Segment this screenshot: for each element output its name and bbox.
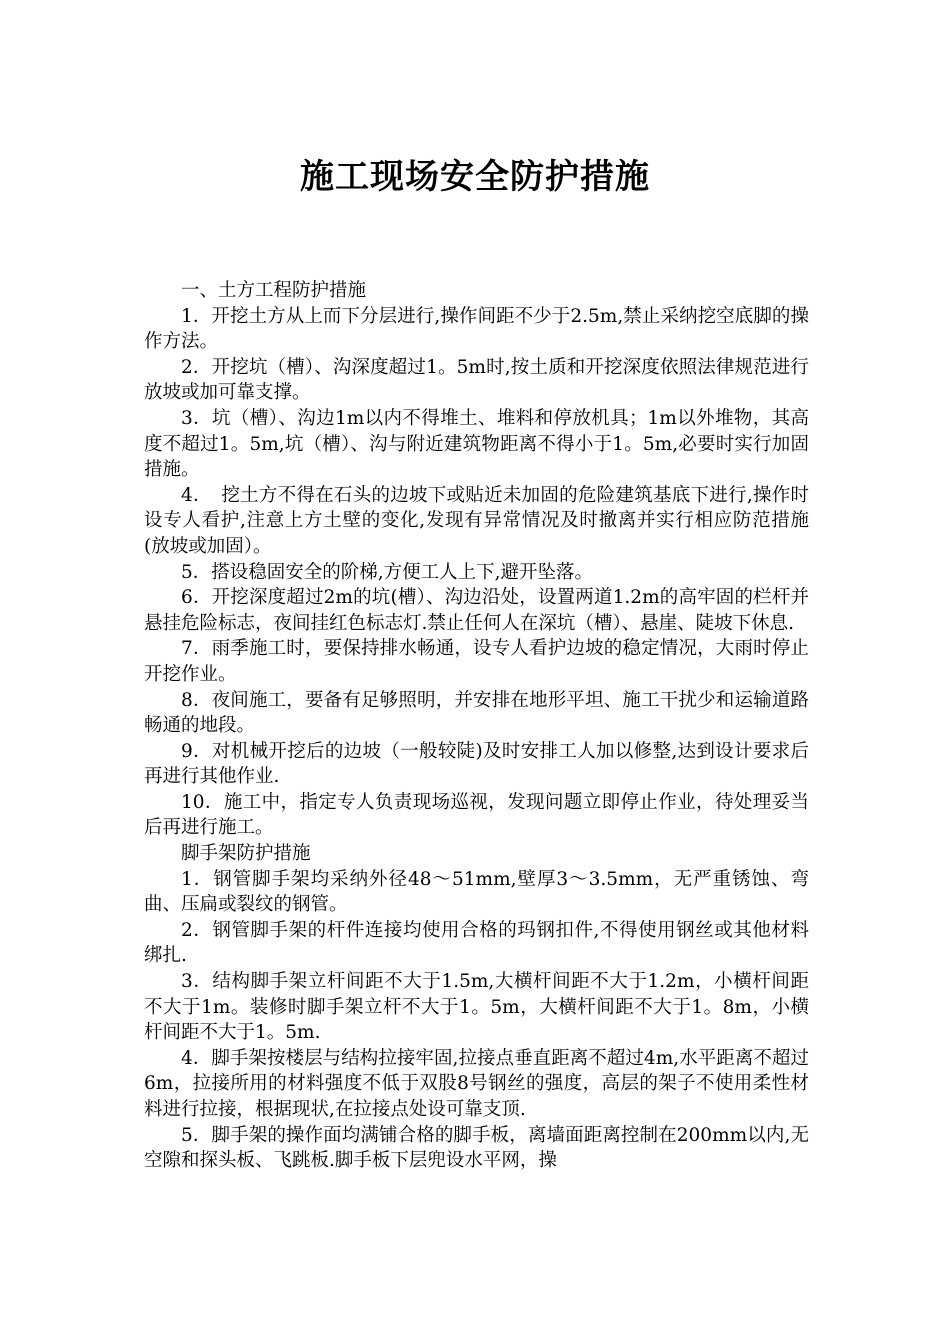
section-heading: 一、土方工程防护措施 (181, 280, 367, 301)
document-title: 施工现场安全防护措施 (300, 157, 650, 197)
paragraph: 8．夜间施工，要备有足够照明，并安排在地形平坦、施工干扰少和运输道路畅通的地段。 (144, 689, 809, 737)
paragraph: 1．开挖土方从上而下分层进行,操作间距不少于2.5m,禁止采纳挖空底脚的操作方法。 (144, 305, 809, 353)
paragraph: 2．钢管脚手架的杆件连接均使用合格的玛钢扣件,不得使用钢丝或其他材料绑扎. (144, 919, 809, 967)
paragraph: 5．脚手架的操作面均满铺合格的脚手板，离墙面距离控制在200mm以内,无空隙和探头板、飞跳板.脚手板下层兜设水平网，操 (144, 1124, 809, 1172)
paragraph: 9．对机械开挖后的边坡（一般较陡)及时安排工人加以修整,达到设计要求后再进行其他作业. (144, 740, 809, 788)
paragraph: 4．脚手架按楼层与结构拉接牢固,拉接点垂直距离不超过4m,水平距离不超过6m，拉接所用的材料强度不低于双股8号钢丝的强度，高层的架子不使用柔性材料进行拉接，根据现状,在拉接点处设可靠支顶. (144, 1047, 809, 1120)
paragraph: 4． 挖土方不得在石头的边坡下或贴近未加固的危险建筑基底下进行,操作时设专人看护,注意上方土壁的变化,发现有异常情况及时撤离并实行相应防范措施(放坡或加固）。 (144, 484, 809, 557)
paragraph: 10．施工中，指定专人负责现场巡视，发现问题立即停止作业，待处理妥当后再进行施工。 (144, 791, 809, 839)
paragraph: 3．坑（槽）、沟边1m以内不得堆土、堆料和停放机具；1m以外堆物，其高度不超过1。5m,坑（槽）、沟与附近建筑物距离不得小于1。5m,必要时实行加固措施。 (144, 407, 809, 481)
paragraph: 7．雨季施工时，要保持排水畅通，设专人看护边坡的稳定情况，大雨时停止开挖作业。 (144, 638, 809, 685)
paragraph: 2．开挖坑（槽）、沟深度超过1。5m时,按土质和开挖深度依照法律规范进行放坡或加可靠支撑。 (144, 356, 809, 404)
paragraph: 6．开挖深度超过2m的坑(槽）、沟边沿处，设置两道1.2m的高牢固的栏杆并悬挂危险标志，夜间挂红色标志灯.禁止任何人在深坑（槽）、悬崖、陡坡下休息. (144, 587, 809, 634)
paragraph: 5．搭设稳固安全的阶梯,方便工人上下,避开坠落。 (181, 561, 594, 583)
paragraph: 3．结构脚手架立杆间距不大于1.5m,大横杆间距不大于1.2m，小横杆间距不大于1m。装修时脚手架立杆不大于1。5m，大横杆间距不大于1。8m，小横杆间距不大于1。5m. (144, 971, 809, 1044)
section-heading: 脚手架防护措施 (181, 843, 311, 865)
document-body (144, 278, 809, 1174)
paragraph: 1．钢管脚手架均采纳外径48～51mm,壁厚3～3.5mm，无严重锈蚀、弯曲、压扁或裂纹的钢管。 (144, 868, 809, 916)
